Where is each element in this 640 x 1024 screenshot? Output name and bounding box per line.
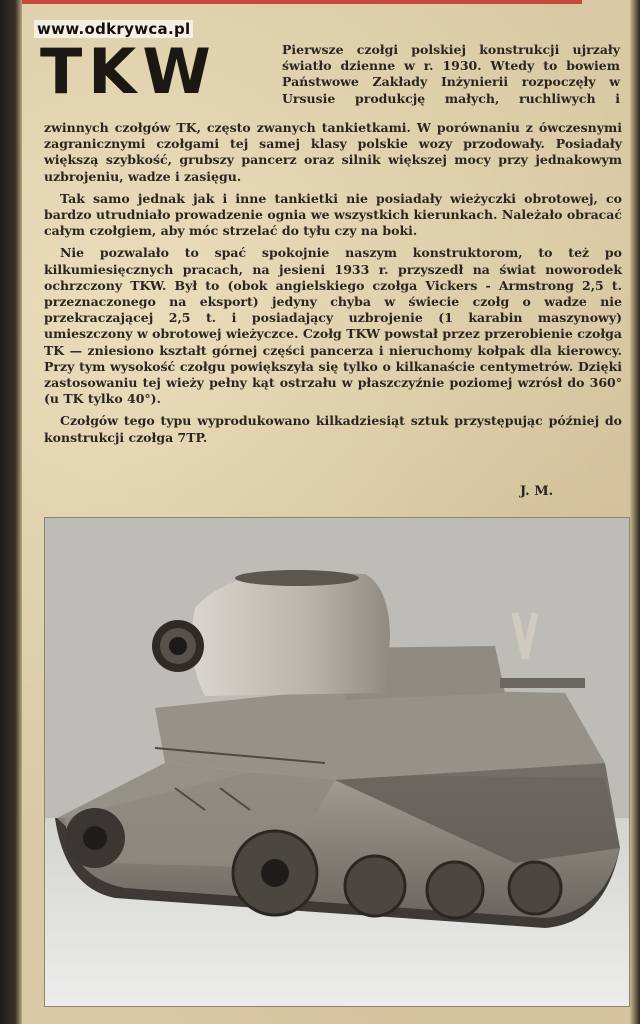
paragraph-3: Nie pozwalało to spać spokojnie naszym konstruktorom, to też po kilkumiesięcznych pracach, na jesieni 1933 r. przyszedł na świat noworodek ochrzczony TKW. Był to (obok angielskiego czołga Vickers - Armstrong 2,5 t. przeznaczonego na eksport) jedyny chyba w świecie czołg o wadze nie przekraczającej 2,5 t. i posiadający uzbrojenie (1 karabin maszynowy) umieszczony w obrotowej wieżyczce. Czołg TKW powstał przez przerobienie czołga TK — zniesiono kształt górnej części pancerza i nieruchomy kołpak dla kierowcy. Przy tym wysokość czołgu powiększyła się tylko o kilkanaście centymetrów. Dzięki zastosowaniu tej wieży pełny kąt ostrzału w płaszczyźnie poziomej wzrósł do 360° (u TK tylko 40°). xyxy=(44,245,622,407)
page-right-edge xyxy=(630,0,640,1024)
author-signature: J. M. xyxy=(520,484,554,499)
watermark: www.odkrywca.pl xyxy=(34,20,193,38)
article-intro: Pierwsze czołgi polskiej konstrukcji ujrzały światło dzienne w r. 1930. Wtedy to bowiem Państwowe Zakłady Inżynierii rozpoczęły w Ursusie produkcję małych, ruchliwych i xyxy=(282,42,620,106)
tank-photo xyxy=(44,517,630,1007)
article-title: TKW xyxy=(40,35,217,108)
top-red-strip xyxy=(22,0,582,4)
paragraph-2: Tak samo jednak jak i inne tankietki nie posiadały wieżyczki obrotowej, co bardzo utrudniało prowadzenie ognia we wszystkich kierunkach. Należało obracać całym czołgiem, aby móc strzelać do tyłu czy na boki. xyxy=(44,190,622,239)
tank-illustration xyxy=(45,518,629,1006)
paragraph-1: zwinnych czołgów TK, często zwanych tankietkami. W porównaniu z ówczesnymi zagranicznymi czołgami tej samej klasy polskie wozy przodowały. Posiadały większą szybkość, grubszy pancerz oraz silnik większej mocy przy jednakowym uzbrojeniu, wadze i zasięgu. xyxy=(44,120,622,184)
paragraph-4: Czołgów tego typu wyprodukowano kilkadziesiąt sztuk przystępując później do konstrukcji czołga 7TP. xyxy=(44,413,622,445)
article-body xyxy=(44,120,622,452)
binding-edge xyxy=(0,0,22,1024)
